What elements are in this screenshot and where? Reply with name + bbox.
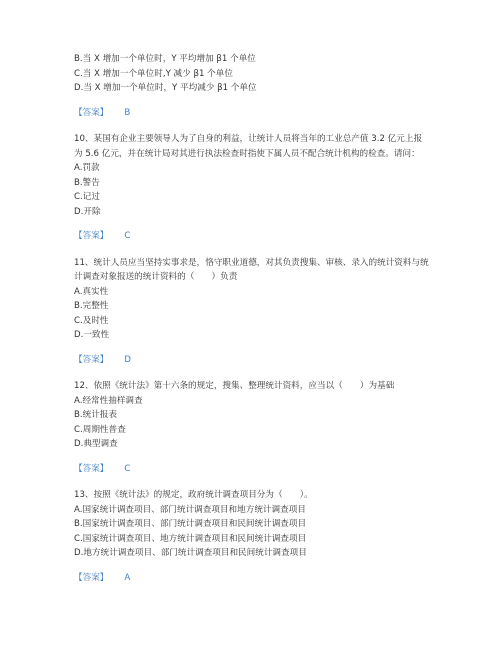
option-c: C.周期性普查 (74, 424, 126, 435)
option-b: B.警告 (74, 177, 100, 188)
answer-label: 【答案】 (74, 572, 109, 583)
option-d: D.典型调查 (74, 439, 118, 449)
answer-label: 【答案】 (74, 231, 109, 241)
answer-line (74, 106, 454, 121)
option-b: B.完整性 (74, 301, 109, 311)
answer-value: B (124, 107, 131, 118)
question-12 (74, 379, 454, 476)
option-c: C.记过 (74, 192, 100, 202)
answer-value: D (124, 354, 132, 365)
answer-value: C (124, 231, 131, 241)
option-c: C.当 X 增加一个单位时,Y 减少 β1 个单位 (74, 68, 233, 79)
question-11 (74, 256, 454, 368)
prev-question (74, 52, 454, 120)
answer-line (74, 571, 454, 586)
option-c: C.及时性 (74, 315, 109, 326)
option-d: D.一致性 (74, 330, 110, 340)
option-b: B.统计报表 (74, 410, 118, 420)
answer-label: 【答案】 (74, 463, 109, 474)
option-c: C.国家统计调查项目、地方统计调查项目和民间统计调查项目 (74, 533, 307, 544)
option-d: D.开除 (74, 206, 101, 217)
option-a: A.罚款 (74, 163, 100, 173)
option-b: B.当 X 增加一个单位时，Y 平均增加 β1 个单位 (74, 54, 256, 64)
answer-line (74, 229, 454, 244)
exam-page (74, 52, 454, 597)
question-13 (74, 488, 454, 585)
question-stem: 11、统计人员应当坚持实事求是，恪守职业道德，对其负责搜集、审核、录入的统计资料与统计调查对象报送的统计资料的（ ）负责 (74, 257, 429, 282)
question-stem: 10、某国有企业主要领导人为了自身的利益，让统计人员将当年的工业总产值 3.2 亿元上报为 5.6 亿元，并在统计局对其进行执法检查时指使下属人员不配合统计机构的检查。请问： (74, 134, 423, 159)
question-stem: 12、依照《统计法》第十六条的规定，搜集、整理统计资料，应当以（ ）为基础 (74, 381, 395, 391)
option-b: B.国家统计调查项目、部门统计调查项目和民间统计调查项目 (74, 519, 307, 529)
option-a: A.国家统计调查项目、部门统计调查项目和地方统计调查项目 (74, 504, 306, 515)
question-10 (74, 132, 454, 244)
option-d: D.当 X 增加一个单位时，Y 平均减少 β1 个单位 (74, 83, 257, 93)
answer-value: C (124, 463, 131, 474)
answer-line (74, 462, 454, 477)
option-a: A.真实性 (74, 286, 109, 297)
answer-value: A (124, 572, 131, 583)
option-a: A.经常性抽样调查 (74, 395, 143, 406)
option-d: D.地方统计调查项目、部门统计调查项目和民间统计调查项目 (74, 548, 307, 558)
question-stem: 13、按照《统计法》的规定，政府统计调查项目分为（ ）。 (74, 490, 313, 500)
answer-line (74, 353, 454, 368)
answer-label: 【答案】 (74, 354, 109, 365)
answer-label: 【答案】 (74, 107, 109, 118)
